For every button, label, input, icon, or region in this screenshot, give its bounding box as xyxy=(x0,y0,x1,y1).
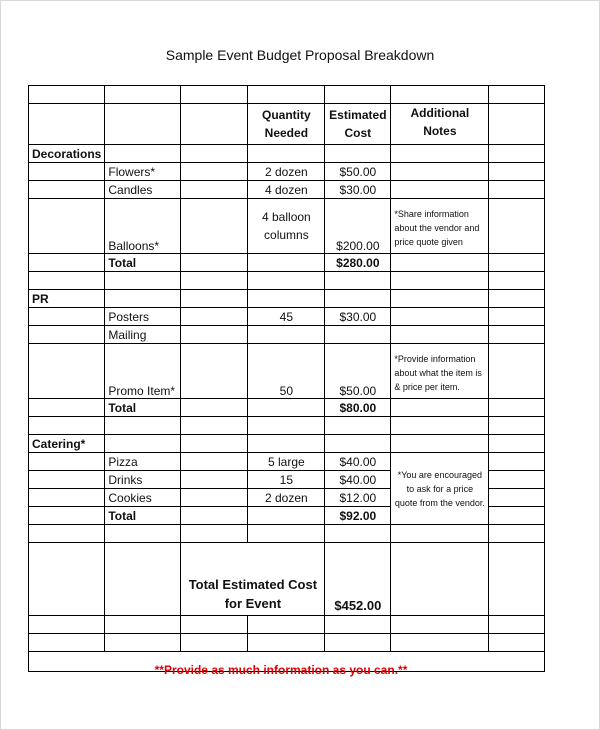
item-qty: 4 balloon columns xyxy=(248,199,325,254)
table-cell xyxy=(489,163,545,181)
table-cell xyxy=(105,634,181,652)
pr-note: *Provide information about what the item is & price per item. xyxy=(391,344,489,399)
table-cell xyxy=(391,163,489,181)
item-cost: $50.00 xyxy=(325,344,391,399)
table-cell xyxy=(248,616,325,634)
table-cell xyxy=(391,525,489,543)
item-qty xyxy=(248,326,325,344)
table-cell xyxy=(105,290,181,308)
item-qty: 5 large xyxy=(248,453,325,471)
table-cell xyxy=(29,163,105,181)
table-cell xyxy=(391,634,489,652)
table-cell xyxy=(105,104,181,145)
table-cell xyxy=(391,86,489,104)
table-cell xyxy=(29,543,105,616)
category-pr: PR xyxy=(29,290,105,308)
table-cell xyxy=(181,272,248,290)
table-cell xyxy=(248,417,325,435)
item-cost xyxy=(325,326,391,344)
catering-note: *You are encouraged to ask for a price quote from the vendor. xyxy=(391,453,489,525)
table-cell xyxy=(29,634,105,652)
table-cell xyxy=(489,308,545,326)
category-row xyxy=(29,435,545,453)
table-cell xyxy=(181,86,248,104)
item-cost: $30.00 xyxy=(325,181,391,199)
grand-total-row xyxy=(29,543,545,616)
catering-total: $92.00 xyxy=(325,507,391,525)
item-name: Cookies xyxy=(105,489,181,507)
table-row xyxy=(29,86,545,104)
table-cell xyxy=(489,272,545,290)
table-cell xyxy=(181,344,248,399)
table-row xyxy=(29,272,545,290)
table-cell xyxy=(248,145,325,163)
table-row xyxy=(29,453,545,471)
table-cell xyxy=(489,543,545,616)
table-cell xyxy=(489,453,545,471)
item-cost: $40.00 xyxy=(325,471,391,489)
item-name: Promo Item* xyxy=(105,344,181,399)
table-cell xyxy=(105,145,181,163)
table-row xyxy=(29,616,545,634)
total-row xyxy=(29,254,545,272)
total-label: Total xyxy=(105,254,181,272)
table-cell xyxy=(391,254,489,272)
table-cell xyxy=(105,417,181,435)
table-cell xyxy=(29,344,105,399)
table-cell xyxy=(181,163,248,181)
table-cell xyxy=(391,616,489,634)
table-cell xyxy=(489,326,545,344)
table-cell xyxy=(181,616,248,634)
table-row xyxy=(29,326,545,344)
item-cost: $30.00 xyxy=(325,308,391,326)
category-catering: Catering* xyxy=(29,435,105,453)
table-cell xyxy=(29,254,105,272)
table-cell xyxy=(181,399,248,417)
table-cell xyxy=(325,417,391,435)
table-cell xyxy=(248,399,325,417)
item-name: Drinks xyxy=(105,471,181,489)
footer-note: **Provide as much information as you can.** xyxy=(154,663,408,677)
pr-total: $80.00 xyxy=(325,399,391,417)
table-cell xyxy=(489,417,545,435)
item-name: Posters xyxy=(105,308,181,326)
item-name: Pizza xyxy=(105,453,181,471)
table-row xyxy=(29,344,545,399)
table-cell xyxy=(391,181,489,199)
table-cell xyxy=(325,616,391,634)
table-cell xyxy=(489,344,545,399)
table-row xyxy=(29,525,545,543)
table-cell xyxy=(248,254,325,272)
table-cell xyxy=(489,634,545,652)
decorations-note: *Share information about the vendor and price quote given xyxy=(391,199,489,254)
table-cell xyxy=(489,86,545,104)
table-cell xyxy=(181,453,248,471)
table-cell xyxy=(29,471,105,489)
table-row xyxy=(29,199,545,254)
table-cell xyxy=(181,254,248,272)
item-name: Balloons* xyxy=(105,199,181,254)
table-cell xyxy=(181,290,248,308)
budget-table xyxy=(28,85,545,672)
item-name: Candles xyxy=(105,181,181,199)
table-cell xyxy=(391,417,489,435)
quantity-header: Quantity Needed xyxy=(248,104,325,145)
table-cell xyxy=(29,272,105,290)
table-cell xyxy=(248,634,325,652)
table-cell xyxy=(489,435,545,453)
table-cell xyxy=(391,145,489,163)
table-cell xyxy=(181,507,248,525)
table-cell xyxy=(391,308,489,326)
total-row xyxy=(29,399,545,417)
table-cell xyxy=(489,507,545,525)
table-cell xyxy=(325,272,391,290)
table-cell xyxy=(248,435,325,453)
table-cell xyxy=(489,471,545,489)
item-cost: $50.00 xyxy=(325,163,391,181)
table-cell xyxy=(181,471,248,489)
table-cell xyxy=(181,199,248,254)
table-cell xyxy=(489,489,545,507)
table-cell xyxy=(29,399,105,417)
table-cell xyxy=(325,86,391,104)
table-cell xyxy=(391,326,489,344)
estimated-cost-header: Estimated Cost xyxy=(325,104,391,145)
table-cell xyxy=(105,616,181,634)
header-row xyxy=(29,104,545,145)
table-cell xyxy=(489,616,545,634)
table-cell xyxy=(325,435,391,453)
item-qty: 2 dozen xyxy=(248,489,325,507)
table-cell xyxy=(29,507,105,525)
table-cell xyxy=(29,453,105,471)
table-cell xyxy=(29,326,105,344)
item-cost: $200.00 xyxy=(325,199,391,254)
table-cell xyxy=(181,145,248,163)
table-row xyxy=(29,308,545,326)
table-cell xyxy=(489,399,545,417)
table-cell xyxy=(29,489,105,507)
table-cell xyxy=(29,181,105,199)
table-cell xyxy=(489,104,545,145)
category-decorations: Decorations xyxy=(29,145,105,163)
item-qty: 50 xyxy=(248,344,325,399)
table-cell xyxy=(248,272,325,290)
item-qty: 4 dozen xyxy=(248,181,325,199)
item-name: Flowers* xyxy=(105,163,181,181)
table-cell xyxy=(105,272,181,290)
table-cell xyxy=(105,86,181,104)
table-cell xyxy=(489,525,545,543)
table-cell xyxy=(489,199,545,254)
table-cell xyxy=(325,634,391,652)
table-cell xyxy=(29,417,105,435)
table-cell xyxy=(181,435,248,453)
item-qty: 2 dozen xyxy=(248,163,325,181)
item-qty: 45 xyxy=(248,308,325,326)
grand-total-label: Total Estimated Cost for Event xyxy=(181,543,325,616)
total-label: Total xyxy=(105,507,181,525)
document-title: Sample Event Budget Proposal Breakdown xyxy=(165,47,435,63)
category-row xyxy=(29,290,545,308)
decorations-total: $280.00 xyxy=(325,254,391,272)
table-cell xyxy=(181,417,248,435)
table-row xyxy=(29,163,545,181)
table-cell xyxy=(181,308,248,326)
item-name: Mailing xyxy=(105,326,181,344)
table-cell xyxy=(489,254,545,272)
table-cell xyxy=(29,308,105,326)
item-qty: 15 xyxy=(248,471,325,489)
table-cell xyxy=(489,181,545,199)
table-cell xyxy=(391,543,489,616)
table-cell xyxy=(248,507,325,525)
table-cell xyxy=(325,145,391,163)
table-cell xyxy=(391,399,489,417)
table-cell xyxy=(29,616,105,634)
table-cell xyxy=(248,290,325,308)
table-cell xyxy=(181,181,248,199)
table-cell xyxy=(105,543,181,616)
table-row xyxy=(29,181,545,199)
table-cell xyxy=(105,435,181,453)
grand-total-value: $452.00 xyxy=(325,543,391,616)
notes-header: Additional Notes xyxy=(391,104,489,145)
category-row xyxy=(29,145,545,163)
table-cell xyxy=(29,104,105,145)
table-cell xyxy=(489,145,545,163)
table-row xyxy=(29,417,545,435)
table-cell xyxy=(248,86,325,104)
table-cell xyxy=(181,634,248,652)
table-cell xyxy=(181,326,248,344)
table-cell xyxy=(248,525,325,543)
table-cell xyxy=(105,525,181,543)
table-row xyxy=(29,634,545,652)
table-cell xyxy=(489,290,545,308)
table-cell xyxy=(29,86,105,104)
table-cell xyxy=(181,104,248,145)
table-cell xyxy=(325,290,391,308)
table-cell xyxy=(325,525,391,543)
total-label: Total xyxy=(105,399,181,417)
table-cell xyxy=(181,489,248,507)
table-cell xyxy=(29,199,105,254)
table-cell xyxy=(391,272,489,290)
table-cell xyxy=(181,525,248,543)
table-cell xyxy=(391,290,489,308)
table-cell xyxy=(391,435,489,453)
item-cost: $40.00 xyxy=(325,453,391,471)
table-cell xyxy=(29,525,105,543)
item-cost: $12.00 xyxy=(325,489,391,507)
